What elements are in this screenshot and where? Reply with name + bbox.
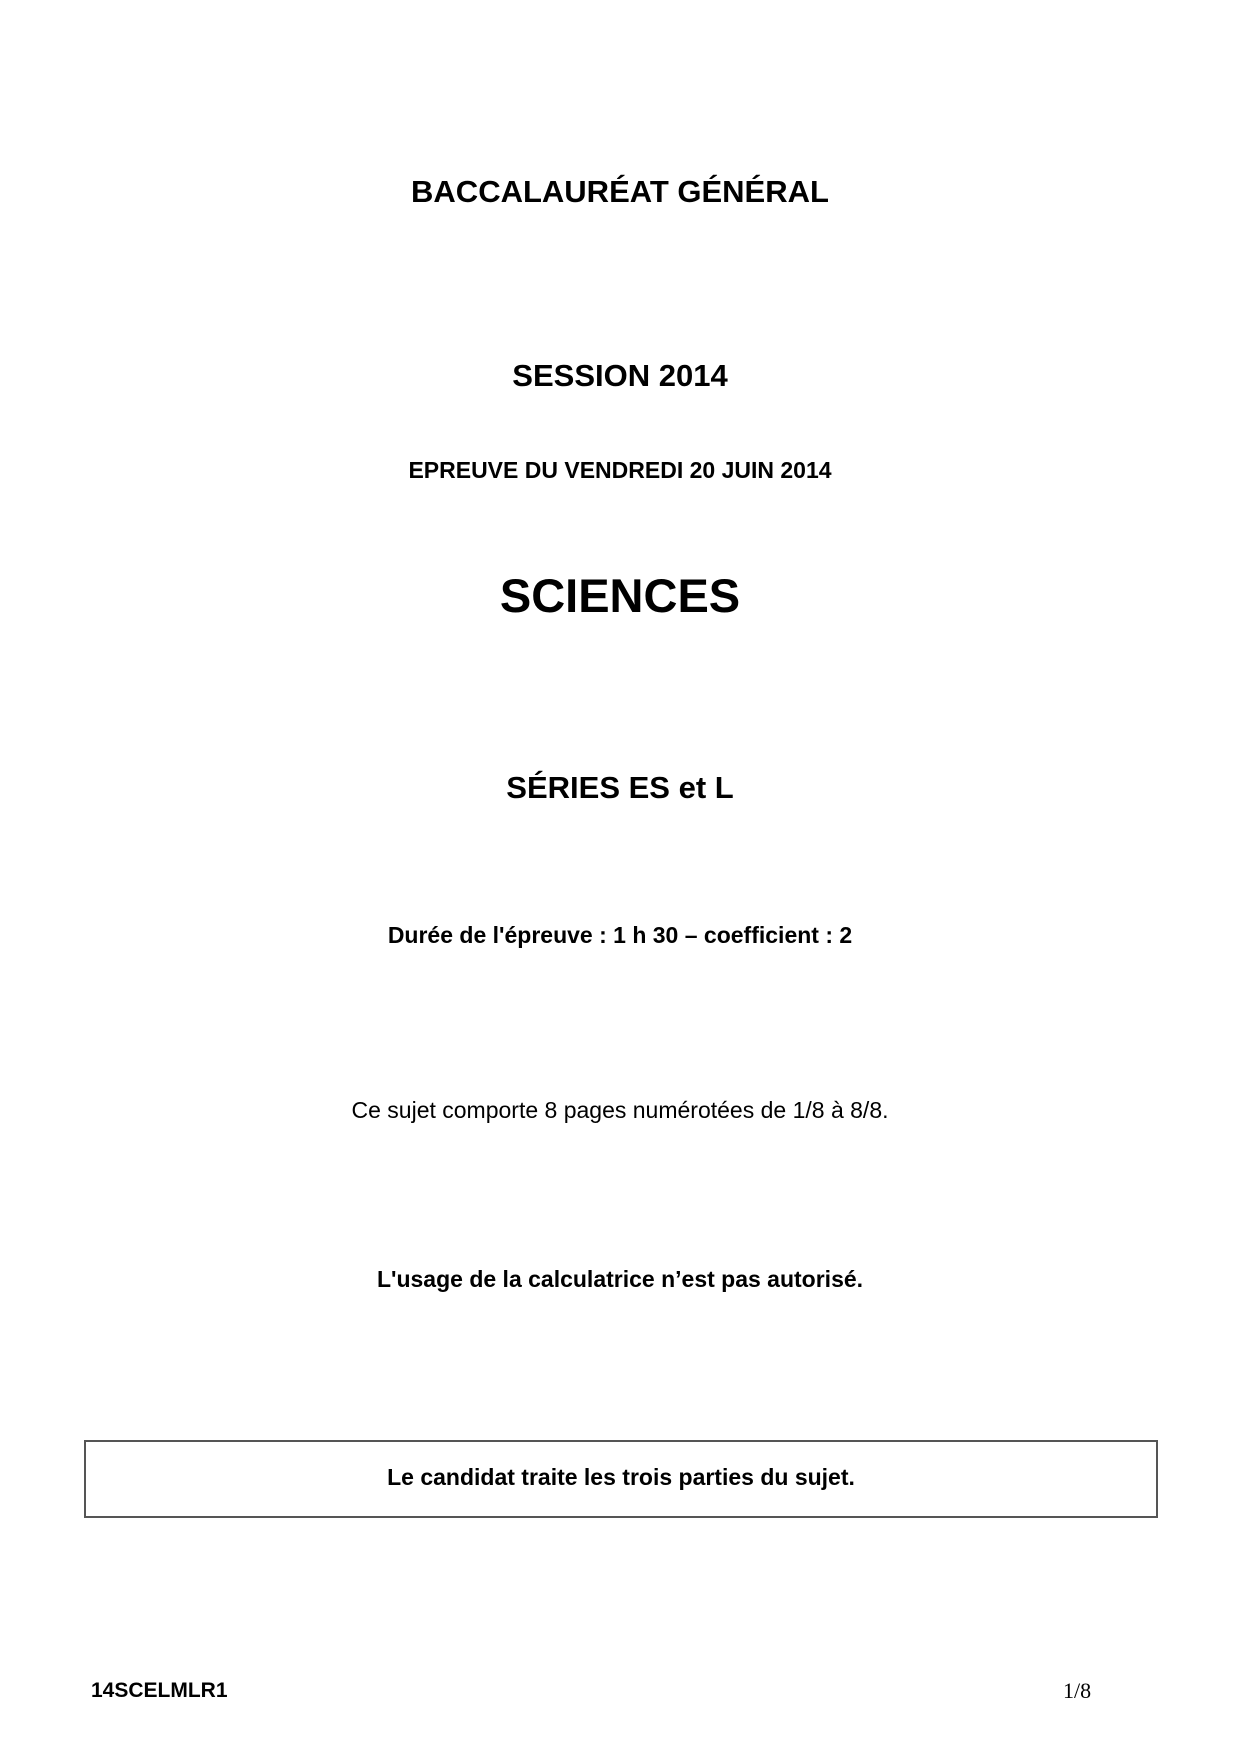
subject-code: 14SCELMLR1 [91, 1679, 228, 1702]
exam-date: EPREUVE DU VENDREDI 20 JUIN 2014 [408, 457, 832, 483]
instruction-text: Le candidat traite les trois parties du sujet. [387, 1464, 855, 1490]
duration-line: Durée de l'épreuve : 1 h 30 – coefficient : 2 [387, 922, 853, 948]
series-title: SÉRIES ES et L [506, 770, 734, 805]
session-title: SESSION 2014 [512, 358, 728, 393]
subject-title: SCIENCES [499, 569, 741, 622]
page-count-note: Ce sujet comporte 8 pages numérotées de 1/8 à 8/8. [351, 1097, 889, 1123]
exam-title: BACCALAURÉAT GÉNÉRAL [411, 174, 829, 209]
instruction-box [84, 1440, 1158, 1518]
page-number: 1/8 [1063, 1678, 1092, 1703]
calculator-note: L'usage de la calculatrice n’est pas autorisé. [376, 1266, 864, 1292]
